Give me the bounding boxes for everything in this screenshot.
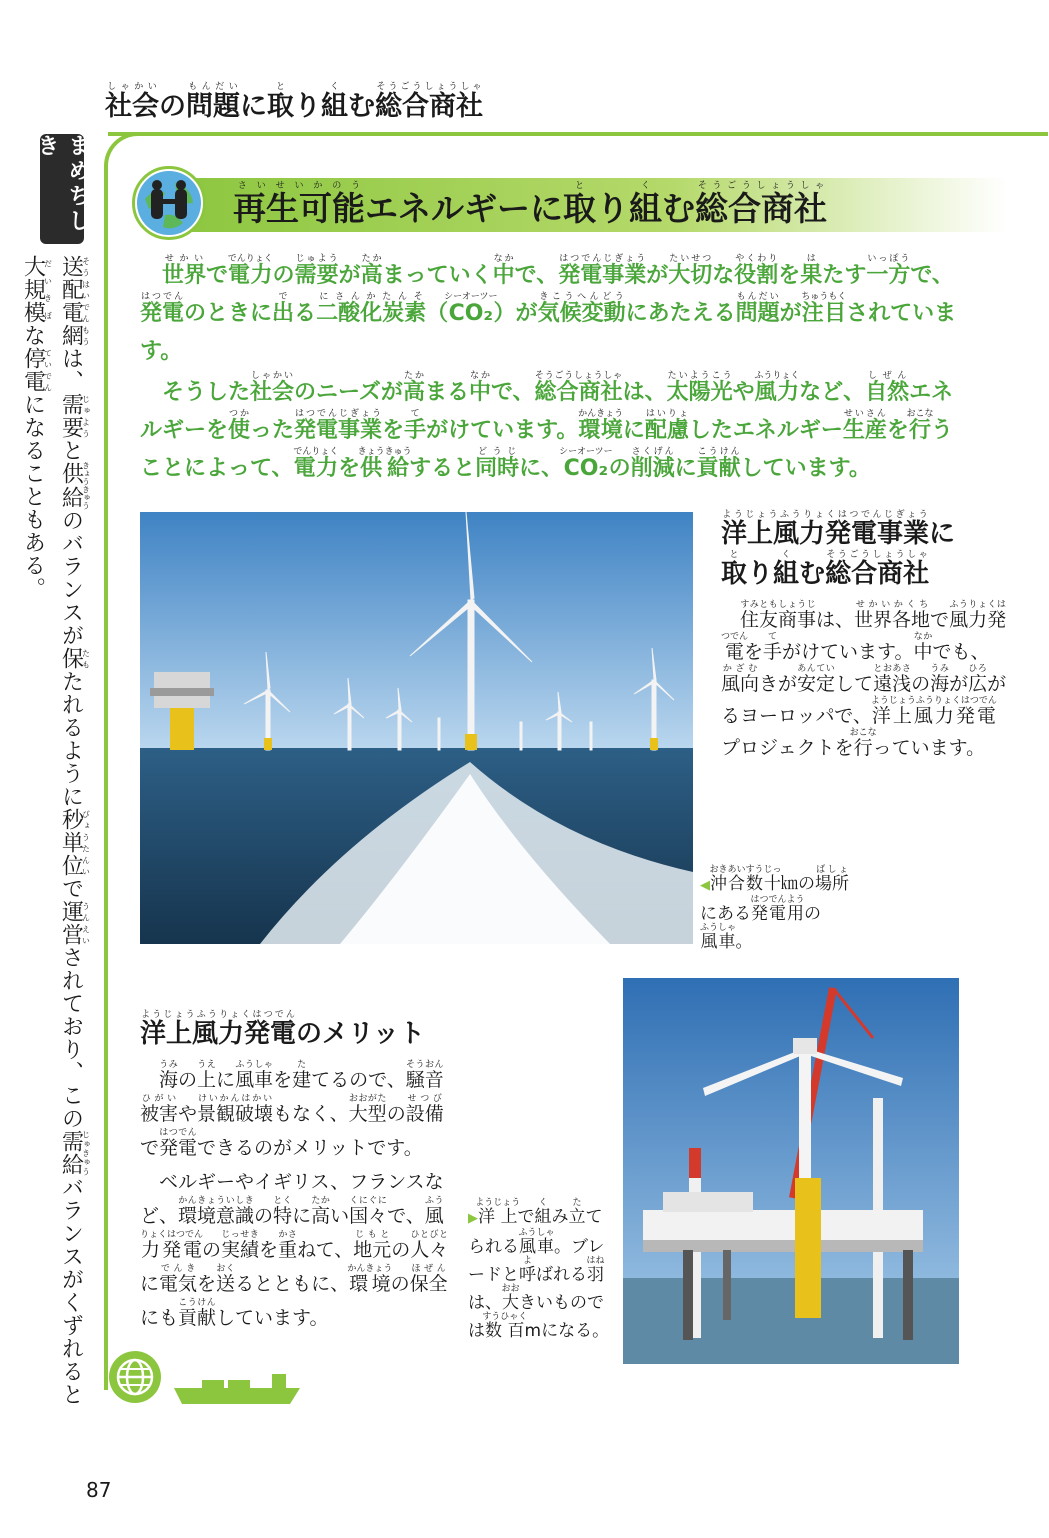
jackup-caption-text: 洋上ようじょうで組くみ立たてられる風車ふうしゃ。ブレードと呼よばれる羽はねは、大おおきいものでは数百すうひゃくmになる。 — [468, 1198, 610, 1341]
caption-pointer-left-icon: ◀ — [700, 878, 710, 893]
windfarm-caption-text: 沖合数十おきあいすうじっ㎞の場所ばしょにある発はつ電用でんようの風車ふうしゃ。 — [700, 865, 850, 952]
sidebar-tab-mamechishiki: まめちしき — [40, 134, 84, 244]
intro-paragraph-1: 世界せかいで電力でんりょくの需要じゅようが高たかまっていく中なかで、発電事業はつでんじぎょうが大切たいせつな役割やくわりを果はたす一方いっぽうで、発電はつでんのときに出でる二酸化炭素にさんかたんそ（CO₂シーオーツー）が気候変動きこうへんどうにあたえる問題もんだいが注目ちゅうもくされています。 — [140, 254, 957, 364]
offshore-business-paragraph: 住友商事すみともしょうじは、世界各地せかいかくちで風力発電ふうりょくはつでんを手てがけています。中なかでも、風向かざむきが安定あんていして遠浅とおあさの海うみが広ひろがるヨーロッパで、洋上風力発電ようじょうふうりょくはつでんプロジェクトを行おこなっています。 — [721, 600, 1007, 759]
caption-pointer-right-icon: ▶ — [468, 1211, 478, 1226]
handshake-globe-icon — [132, 166, 206, 240]
sidebar-trivia-text: 送配電網そうはいでんもうは、需要じゅようと供給きょうきゅうのバランスが保たもたれるように秒単位びょうたんいで運営うんえいされており、この需給じゅきゅうバランスがくずれると大規模だいきぼな停電ていでんになることもある。 — [20, 255, 91, 1406]
globe-icon — [108, 1350, 162, 1404]
windfarm-caption — [700, 865, 850, 956]
jackup-vessel-photo — [623, 978, 959, 1364]
frame-left-line — [104, 170, 108, 1390]
merit-paragraph-2: ベルギーやイギリス、フランスなど、環境意識かんきょういしきの特とくに高たかい国々くにぐにで、風ふう力発電りょくはつでんの実績じっせきを重かさねて、地元じもとの人々ひとびとに電気でんきを送おくるとともに、環境かんきょうの保全ほぜんにも貢献こうけんしています。 — [140, 1171, 449, 1329]
page-title: 社会しゃかいの問題もんだいに取とり組くむ総合商社そうごうしょうしゃ — [105, 82, 483, 122]
section-header-band — [168, 178, 1008, 232]
page-number: 87 — [86, 1478, 112, 1502]
jackup-caption — [468, 1198, 618, 1345]
frame-corner — [104, 132, 144, 172]
merit-paragraph-1: 海うみの上うえに風車ふうしゃを建たてるので、騒音そうおん被害ひがいや景観破壊けいかんはかいもなく、大型おおがたの設備せつびで発電はつでんできるのがメリットです。 — [140, 1060, 444, 1159]
section-title: 再生可能さいせいかのうエネルギーに取とり組くむ総合商社そうごうしょうしゃ — [233, 180, 827, 228]
merit-body — [140, 1060, 455, 1335]
offshore-wind-farm-photo — [140, 512, 693, 944]
offshore-business-title: 洋上風力発電事業ようじょうふうりょくはつでんじぎょうに 取とり組くむ総合商社そうごうしょうしゃ — [721, 510, 956, 589]
offshore-business-body — [721, 600, 1011, 764]
intro-paragraph-2: そうした社会しゃかいのニーズが高たかまる中なかで、総合商社そうごうしょうしゃは、太陽光たいようこうや風力ふうりょくなど、自然しぜんエネルギーを使つかった発電事業はつでんじぎょうを手てがけています。環境かんきょうに配慮はいりょしたエネルギー生産せいさんを行おこなうことによって、電力でんりょくを供給きょうきゅうすると同時どうじに、CO₂シーオーツーの削減さくげんに貢献こうけんしています。 — [140, 371, 954, 481]
merit-title: 洋上風力発電ようじょうふうりょくはつでんのメリット — [140, 1010, 425, 1049]
section-header — [148, 178, 1008, 232]
intro-text — [140, 254, 970, 488]
frame-top-line — [108, 132, 1048, 136]
cargo-ship-icon — [172, 1370, 302, 1406]
